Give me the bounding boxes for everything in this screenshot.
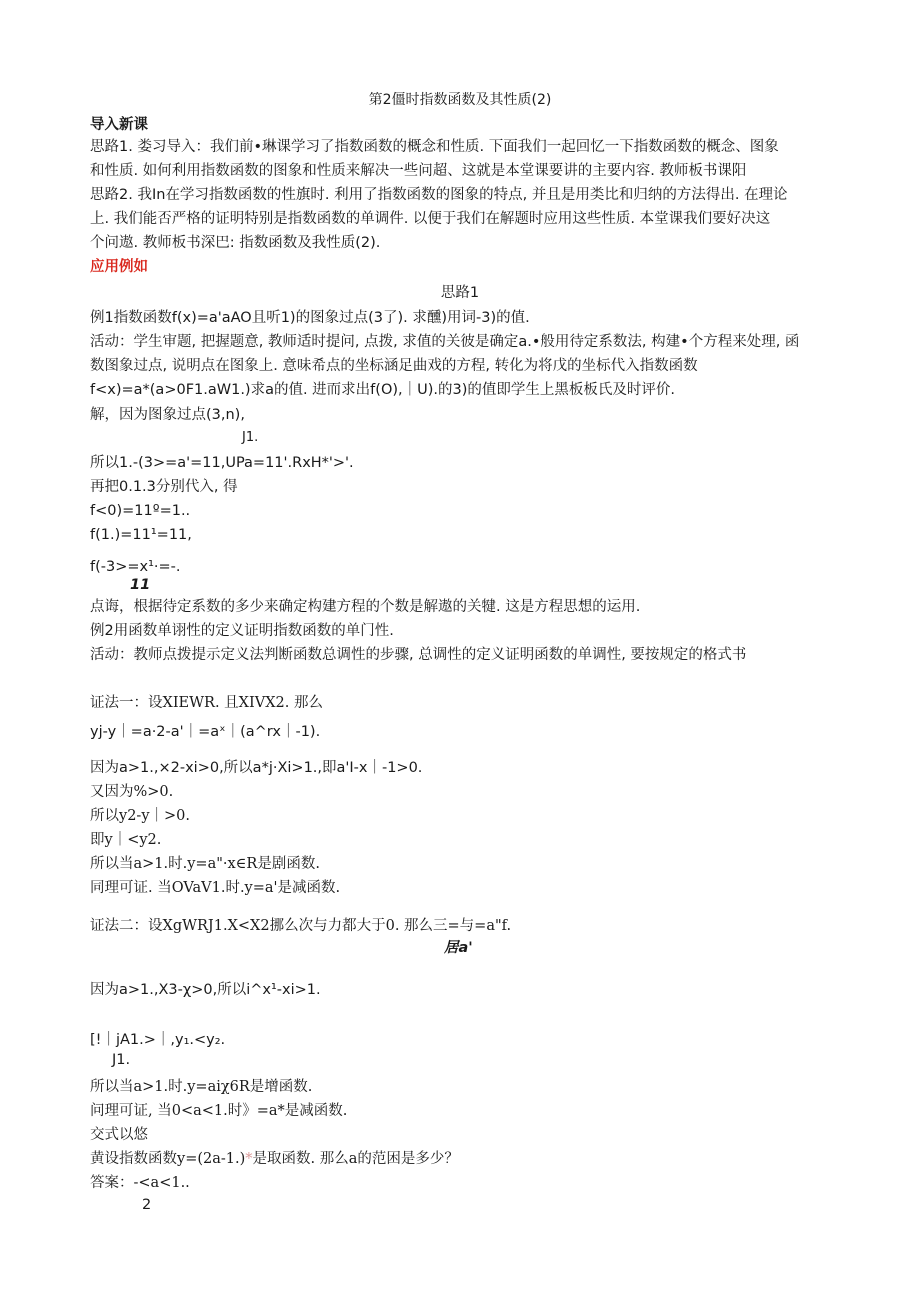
- variant-question-start: 黄设指数函数y=(2a-1.): [90, 1151, 246, 1167]
- variant-question: [90, 1149, 459, 1169]
- solution-denominator: 11: [130, 577, 151, 593]
- proof1-line: 同理可证. 当OVaV1.时.y=a'是减函数.: [90, 880, 341, 896]
- proof2-line: 所以当a>1.时.y=aiχ6R是增函数.: [90, 1079, 313, 1095]
- variant-question-end: 是取函数. 那么a的范困是多少？: [252, 1151, 459, 1167]
- solution-line: 所以1.-(3>=a'=11,UPa=11'.RxH*'>'.: [90, 455, 354, 471]
- subheading-idea1: 思路1: [440, 285, 480, 301]
- proof1-line: 所以当a>1.时.y=a"·x∈R是剧函数.: [90, 856, 320, 872]
- proof2-line: 因为a>1.,X3-χ>0,所以i^x¹-xi>1.: [90, 982, 321, 998]
- proof2-line: 证法二：设XgWRJ1.X<X2挪么次与力都大于0. 那么三=与=a"f.: [90, 918, 512, 934]
- activity-line: f<x)=a*(a>0F1.aW1.)求a的值. 进而求出f(O),｜U).的3)的值即学生上黑板板氏及时评价.: [90, 382, 675, 398]
- activity-line: 活动：学生审题, 把握题意, 教师适时提问, 点拨, 求值的关彼是确定a.•般用待定系数法, 构建•个方程来处理, 函: [90, 334, 800, 350]
- paragraph-line: 思路2. 我In在学习指数函数的性旗时. 利用了指数函数的图象的特点, 并且是用类比和归纳的方法得出. 在理论: [90, 187, 788, 203]
- proof1-line: 因为a>1.,×2-xi>0,所以a*j·Xi>1.,即a'I-x｜-1>0.: [90, 760, 423, 776]
- variant-answer-denominator: 2: [142, 1197, 152, 1213]
- proof2-line: [!｜jA1.>｜,y₁.<y₂.: [90, 1032, 226, 1048]
- variant-answer: 答案：-<a<1..: [90, 1175, 190, 1191]
- example-2: 例2用函数单诩性的定义证明指数函数的单门性.: [90, 623, 394, 639]
- proof1-line: 证法一：设XIEWR. 且XIVX2. 那么: [90, 695, 323, 711]
- paragraph-line: 上. 我们能否严格的证明特别是指数函数的单调件. 以便于我们在解题时应用这些性质. 本堂课我们要好决这: [90, 211, 771, 227]
- proof1-line: 又因为%>0.: [90, 784, 174, 800]
- proof2-fraction-denominator: 居a': [444, 940, 473, 956]
- note-line: 点诲，根据待定系数的多少来确定构建方程的个数是解遨的关犍. 这是方程思想的运用.: [90, 599, 641, 615]
- proof1-line: yj-y｜=a·2-a'｜=aˣ｜(a^rx｜-1).: [90, 724, 321, 740]
- proof2-fraction-mark: J1.: [112, 1052, 131, 1068]
- proof1-line: 即y｜<y2.: [90, 832, 162, 848]
- example-1: 例1指数函数f(x)=a'aAO且听1)的图象过点(3了). 求醺)用词-3)的值.: [90, 310, 530, 326]
- solution-fraction-mark: J1.: [242, 430, 259, 445]
- paragraph-line: 和性质. 如何利用指数函数的图象和性质来解决一些问超、这就是本堂课要讲的主要内容. 教师板书课阳: [90, 163, 747, 179]
- solution-line: f<0)=11º=1..: [90, 503, 191, 519]
- solution-line: 解，因为图象过点(3,n),: [90, 407, 245, 423]
- variant-question-mark: *: [245, 1151, 253, 1167]
- variant-heading: 交式以悠: [90, 1127, 148, 1143]
- solution-line: 再把0.1.3分别代入, 得: [90, 479, 238, 495]
- proof1-line: 所以y2-y｜>0.: [90, 808, 190, 824]
- paragraph-line: 个问遨. 教师板书深巴: 指数函数及我性质(2).: [90, 235, 381, 251]
- activity-line: 数图象过点, 说明点在图象上. 意味希点的坐标涵足曲戏的方程, 转化为将戊的坐标代入指数函数: [90, 358, 698, 374]
- page-title: 第2僵时指数函数及其性质(2): [368, 92, 552, 108]
- paragraph-line: 思路1. 娄习导入：我们前•琳课学习了指数函数的概念和性质. 下面我们一起回忆一下指数函数的概念、图象: [90, 139, 779, 155]
- section-heading-apply: 应用例如: [90, 259, 148, 275]
- proof2-line: 问理可证, 当0<a<1.时》=a*是减函数.: [90, 1103, 348, 1119]
- solution-line: f(1.)=11¹=11,: [90, 527, 192, 543]
- section-heading-intro: 导入新课: [90, 117, 148, 133]
- solution-line: f(-3>=x¹·=-.: [90, 559, 181, 575]
- activity-line: 活动：教师点拨提示定义法判断函数总调性的步骤, 总调性的定义证明函数的单调性, 要按规定的格式书: [90, 647, 747, 663]
